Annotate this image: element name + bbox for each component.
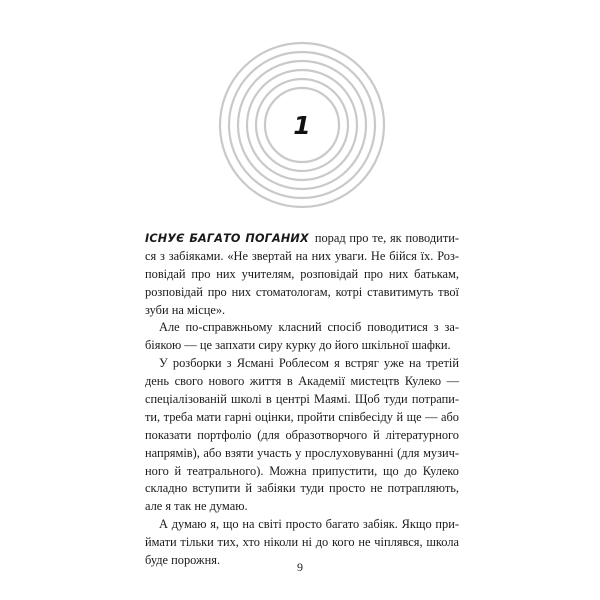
text-line-content: порад про те, як поводити- (314, 231, 459, 245)
chapter-lead-in: ІСНУЄ БАГАТО ПОГАНИХ (145, 232, 309, 245)
chapter-ornament (217, 40, 387, 210)
text-line: А думаю я, що на світі просто багато забіяк. Якщо при- (159, 517, 459, 532)
text-line: розповідай про них стоматологам, котрі ставитимуть твої (145, 284, 459, 299)
text-line: У розборки з Ясмані Роблесом я встряг уже на третій (159, 356, 459, 371)
text-line: складно вступити й забіяки туди просто не потрапляють, (145, 481, 459, 496)
text-line: ти, треба мати гарні оцінки, пройти співбесіду й ще — або (145, 409, 459, 424)
text-line: ся з забіяками. «Не звертай на них уваги. Не бійся їх. Роз- (145, 248, 459, 263)
text-line: зуби на місце». (145, 302, 226, 317)
text-line: буде порожня. (145, 553, 221, 568)
text-line: ймати тільки тих, хто ніколи ні до кого не чіплявся, школа (145, 535, 459, 550)
text-line: напрямів), або взяти участь у прослуховуванні (для музич- (145, 445, 459, 460)
text-line: біякою — це запхати сиру курку до його шкільної шафки. (145, 338, 451, 353)
chapter-number: 1 (293, 110, 311, 140)
text-line: день свого нового життя в Академії мистецтв Кулеко — (145, 374, 459, 389)
text-line: але я так не думаю. (145, 499, 248, 514)
text-line: повідай про них учителям, розповідай про них батькам, (145, 266, 459, 281)
text-line: Але по-справжньому класний спосіб поводитися з за- (159, 320, 459, 335)
chapter-text (145, 230, 459, 570)
text-line: ного й театрального). Можна припустити, що до Кулеко (145, 463, 459, 478)
text-line (145, 230, 459, 248)
text-line: показати портфоліо (для образотворчого й літературного (145, 427, 459, 442)
text-line: спеціалізованій школі в центрі Маямі. Щоб туди потрапи- (145, 392, 459, 407)
page-number: 9 (297, 560, 303, 574)
